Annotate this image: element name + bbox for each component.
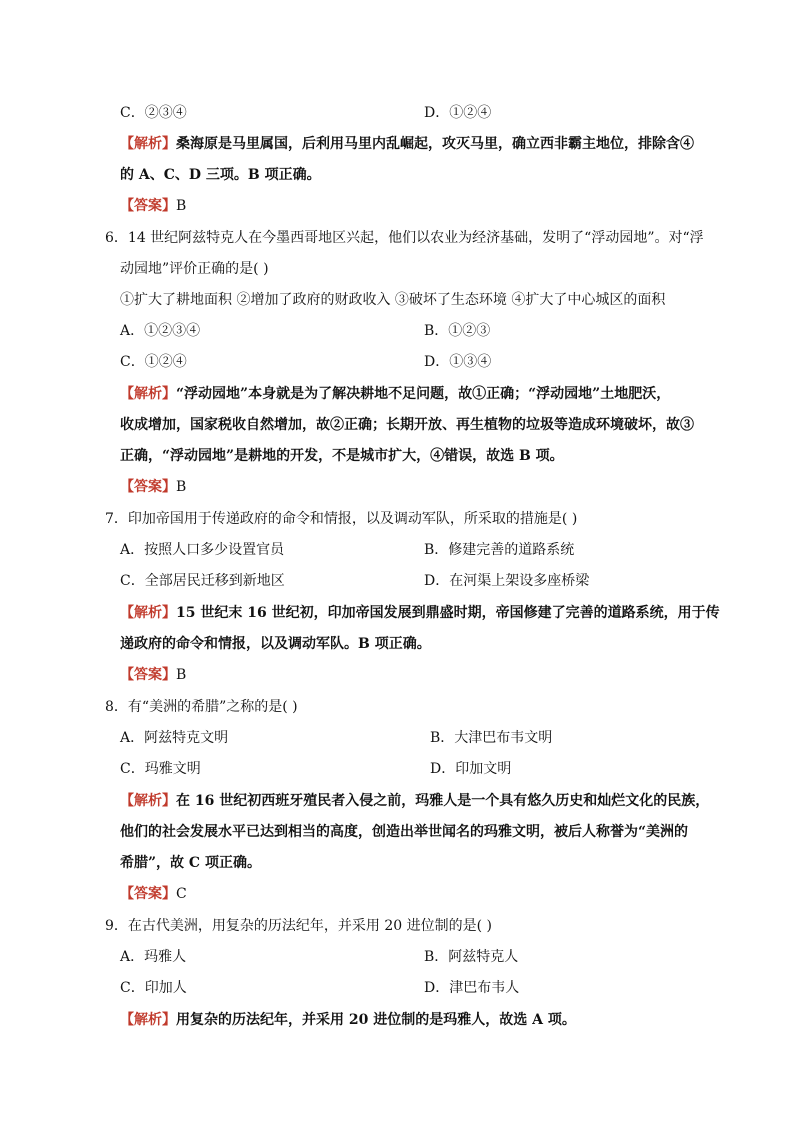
answer-tag: 【答案】 bbox=[120, 667, 176, 683]
q6-option-c: C．①②④ bbox=[120, 354, 187, 370]
q8-analysis-line-2: 他们的社会发展水平已达到相当的高度，创造出举世闻名的玛雅文明，被后人称誉为“美洲的 bbox=[120, 824, 689, 840]
analysis-tag: 【解析】 bbox=[120, 605, 176, 621]
q9-title: 9．在古代美洲，用复杂的历法纪年，并采用 20 进位制的是( ) bbox=[105, 918, 492, 934]
q9-option-a: A．玛雅人 bbox=[120, 949, 187, 965]
q7-title: 7．印加帝国用于传递政府的命令和情报，以及调动军队，所采取的措施是( ) bbox=[105, 511, 578, 527]
answer-tag: 【答案】 bbox=[120, 479, 176, 495]
q6-statement-items: ①扩大了耕地面积 ②增加了政府的财政收入 ③破坏了生态环境 ④扩大了中心城区的面积 bbox=[120, 292, 666, 308]
q8-option-d: D．印加文明 bbox=[430, 761, 512, 777]
q9-option-d: D．津巴布韦人 bbox=[424, 980, 520, 996]
q9-option-b: B．阿兹特克人 bbox=[424, 949, 519, 965]
analysis-tag: 【解析】 bbox=[120, 386, 176, 402]
q7-analysis-line-1: 【解析】15 世纪末 16 世纪初，印加帝国发展到鼎盛时期，帝国修建了完善的道路系统，用于传 bbox=[120, 605, 720, 621]
q6-analysis-line-3: 正确，“浮动园地”是耕地的开发，不是城市扩大，④错误，故选 B 项。 bbox=[120, 448, 564, 464]
q5-answer: 【答案】B bbox=[120, 198, 187, 214]
q5-analysis-line-2: 的 A、C、D 三项。B 项正确。 bbox=[120, 167, 321, 183]
answer-tag: 【答案】 bbox=[120, 198, 176, 214]
q6-answer: 【答案】B bbox=[120, 479, 187, 495]
q6-option-d: D．①③④ bbox=[424, 354, 492, 370]
q6-analysis-line-2: 收成增加，国家税收自然增加，故②正确；长期开放、再生植物的垃圾等造成环境破坏，故③ bbox=[120, 417, 694, 433]
q6-analysis-line-1: 【解析】“浮动园地”本身就是为了解决耕地不足问题，故①正确；“浮动园地”土地肥沃， bbox=[120, 386, 671, 402]
q8-analysis-line-1: 【解析】在 16 世纪初西班牙殖民者入侵之前，玛雅人是一个具有悠久历史和灿烂文化的民族， bbox=[120, 793, 710, 809]
q7-option-c: C．全部居民迁移到新地区 bbox=[120, 573, 285, 589]
q7-answer: 【答案】B bbox=[120, 667, 187, 683]
analysis-tag: 【解析】 bbox=[120, 793, 176, 809]
q8-option-b: B．大津巴布韦文明 bbox=[430, 730, 553, 746]
q6-option-a: A．①②③④ bbox=[120, 323, 201, 339]
q6-title-line-1: 6．14 世纪阿兹特克人在今墨西哥地区兴起，他们以农业为经济基础，发明了“浮动园地”。对“浮 bbox=[105, 230, 704, 246]
q6-title-line-2: 动园地”评价正确的是( ) bbox=[120, 261, 269, 277]
q8-option-a: A．阿兹特克文明 bbox=[120, 730, 229, 746]
q7-analysis-line-2: 递政府的命令和情报，以及调动军队。B 项正确。 bbox=[120, 636, 431, 652]
q5-analysis-line-1: 【解析】桑海原是马里属国，后利用马里内乱崛起，攻灭马里，确立西非霸主地位，排除含④ bbox=[120, 136, 694, 152]
q8-title: 8．有“美洲的希腊”之称的是( ) bbox=[105, 699, 298, 715]
q8-analysis-line-3: 希腊”，故 C 项正确。 bbox=[120, 855, 261, 871]
q7-option-b: B．修建完善的道路系统 bbox=[424, 542, 575, 558]
answer-tag: 【答案】 bbox=[120, 886, 176, 902]
q5-option-c: C．②③④ bbox=[120, 105, 187, 121]
q5-option-d: D．①②④ bbox=[424, 105, 492, 121]
q7-option-d: D．在河渠上架设多座桥梁 bbox=[424, 573, 590, 589]
analysis-tag: 【解析】 bbox=[120, 1012, 176, 1028]
q9-option-c: C．印加人 bbox=[120, 980, 187, 996]
q8-answer: 【答案】C bbox=[120, 886, 187, 902]
q6-option-b: B．①②③ bbox=[424, 323, 491, 339]
q9-analysis-line-1: 【解析】用复杂的历法纪年，并采用 20 进位制的是玛雅人，故选 A 项。 bbox=[120, 1012, 576, 1028]
analysis-tag: 【解析】 bbox=[120, 136, 176, 152]
q8-option-c: C．玛雅文明 bbox=[120, 761, 201, 777]
q7-option-a: A．按照人口多少设置官员 bbox=[120, 542, 285, 558]
